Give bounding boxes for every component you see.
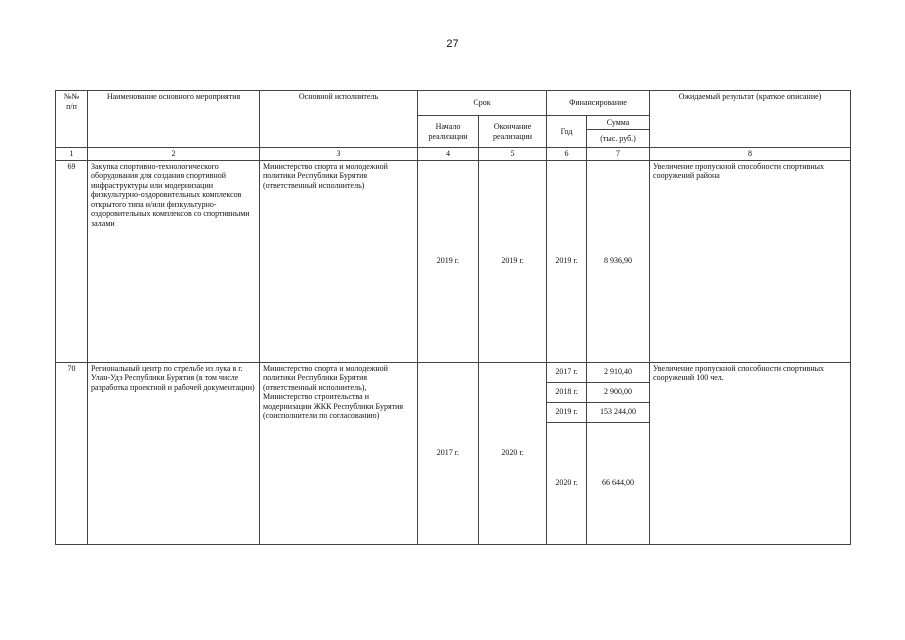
- row-end: 2019 г.: [479, 160, 547, 362]
- header-executor: Основной исполнитель: [260, 91, 418, 148]
- col-number: 4: [418, 148, 479, 161]
- header-sum: Сумма: [606, 118, 630, 127]
- table-row: [56, 362, 851, 382]
- header-name: Наименование основного мероприятия: [88, 91, 260, 148]
- col-number: 8: [650, 148, 851, 161]
- row-result: Увеличение пропускной способности спортивных сооружений 100 чел.: [650, 362, 851, 544]
- row-fin-year: 2019 г.: [547, 160, 587, 362]
- header-financing: Финансирование: [547, 91, 650, 116]
- col-number: 3: [260, 148, 418, 161]
- col-number: 2: [88, 148, 260, 161]
- row-start: 2017 г.: [418, 362, 479, 544]
- row-name: Региональный центр по стрельбе из лука в г. Улан-Удэ Республики Бурятия (в том числе разработка проектной и рабочей документации): [88, 362, 260, 544]
- row-executor: Министерство спорта и молодежной политики Республики Бурятия (ответственный исполнитель): [260, 160, 418, 362]
- col-number: 5: [479, 148, 547, 161]
- row-fin-year: 2017 г.: [547, 362, 587, 382]
- row-end: 2020 г.: [479, 362, 547, 544]
- col-number: 7: [587, 148, 650, 161]
- row-fin-year: 2020 г.: [547, 422, 587, 544]
- row-result: Увеличение пропускной способности спортивных сооружений района: [650, 160, 851, 362]
- row-num: 69: [56, 160, 88, 362]
- row-fin-sum: 8 936,90: [587, 160, 650, 362]
- table-row: [56, 160, 851, 362]
- header-term-end: Окончание реализации: [479, 116, 547, 148]
- row-executor: Министерство спорта и молодежной политики Республики Бурятия (ответственный исполнитель), Министерство строительства и модернизации ЖКК Республики Бурятия (соисполнители по согласованию): [260, 362, 418, 544]
- row-num: 70: [56, 362, 88, 544]
- row-fin-sum: 153 244,00: [587, 402, 650, 422]
- header-term-start: Начало реализации: [418, 116, 479, 148]
- col-number: 1: [56, 148, 88, 161]
- header-num: №№ п/п: [56, 91, 88, 148]
- header-result: Ожидаемый результат (краткое описание): [650, 91, 851, 148]
- row-fin-year: 2019 г.: [547, 402, 587, 422]
- header-year: Год: [547, 116, 587, 148]
- header-sum-unit: (тыс. руб.): [587, 129, 649, 147]
- header-term: Срок: [418, 91, 547, 116]
- header-sum-cell: [587, 116, 650, 148]
- activities-table: [55, 90, 851, 545]
- row-fin-sum: 2 900,00: [587, 382, 650, 402]
- row-name: Закупка спортивно-технологического оборудования для создания спортивной инфраструктуры или модернизации физкультурно-оздоровительных комплексов открытого типа и/или физкультурно-оздоровительных комплексов со спортивными залами: [88, 160, 260, 362]
- row-start: 2019 г.: [418, 160, 479, 362]
- col-number: 6: [547, 148, 587, 161]
- row-fin-sum: 2 910,40: [587, 362, 650, 382]
- page-number: 27: [446, 38, 459, 50]
- row-fin-sum: 66 644,00: [587, 422, 650, 544]
- row-fin-year: 2018 г.: [547, 382, 587, 402]
